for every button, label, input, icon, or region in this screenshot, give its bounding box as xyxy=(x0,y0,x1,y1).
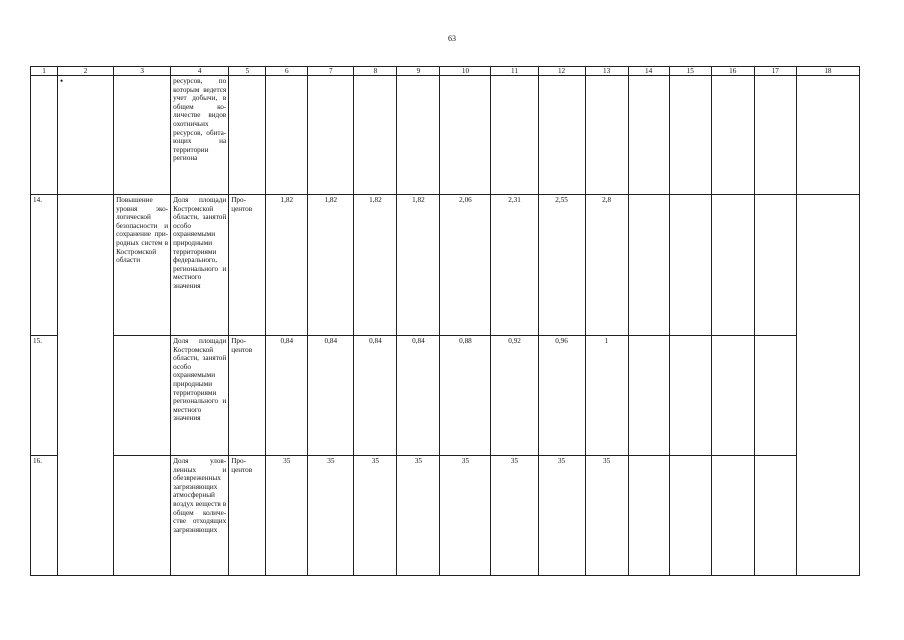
indicator-name-cell: Доля уловленных и обезвреженных загрязняющих атмосферный воздух веществ в общем количестве отходящих загрязняющих xyxy=(171,456,229,576)
value-cell: 0,84 xyxy=(308,336,354,456)
column-18-cell xyxy=(796,195,859,576)
value-cell: 1,82 xyxy=(308,195,354,336)
value-cell xyxy=(628,76,669,195)
value-cell: 35 xyxy=(585,456,628,576)
task-cell: Повышение уровня экологической безопасности и сохранение природных систем в Костромской области xyxy=(114,195,171,336)
value-cell: 0,96 xyxy=(538,336,585,456)
page-number: 63 xyxy=(448,34,456,43)
value-cell: 0,88 xyxy=(440,336,491,456)
header-cell: 17 xyxy=(754,67,796,76)
unit-cell: Процентов xyxy=(229,195,266,336)
header-cell: 11 xyxy=(491,67,538,76)
unit-cell xyxy=(229,76,266,195)
value-cell xyxy=(754,76,796,195)
value-cell: 2,55 xyxy=(538,195,585,336)
value-cell: 35 xyxy=(354,456,397,576)
row-number-cell xyxy=(31,76,58,195)
value-cell xyxy=(628,456,669,576)
value-cell: 1 xyxy=(585,336,628,456)
value-cell xyxy=(754,456,796,576)
header-cell: 4 xyxy=(171,67,229,76)
value-cell: 1,82 xyxy=(354,195,397,336)
value-cell: 2,8 xyxy=(585,195,628,336)
value-cell xyxy=(711,456,754,576)
header-cell: 10 xyxy=(440,67,491,76)
value-cell xyxy=(711,76,754,195)
value-cell: 35 xyxy=(440,456,491,576)
row-number-cell: 15. xyxy=(31,336,58,456)
table-row xyxy=(31,456,860,576)
header-cell: 13 xyxy=(585,67,628,76)
header-cell: 12 xyxy=(538,67,585,76)
row-number-cell: 14. xyxy=(31,195,58,336)
value-cell: 35 xyxy=(538,456,585,576)
value-cell: 0,84 xyxy=(266,336,308,456)
value-cell xyxy=(628,195,669,336)
value-cell xyxy=(711,195,754,336)
header-cell: 14 xyxy=(628,67,669,76)
value-cell: 1,82 xyxy=(397,195,440,336)
value-cell xyxy=(266,76,308,195)
value-cell xyxy=(397,76,440,195)
column-2-cell xyxy=(58,195,114,576)
header-cell: 8 xyxy=(354,67,397,76)
unit-cell: Процентов xyxy=(229,456,266,576)
table-row xyxy=(31,76,860,195)
header-cell: 15 xyxy=(669,67,711,76)
value-cell xyxy=(796,76,859,195)
value-cell: 35 xyxy=(491,456,538,576)
unit-cell: Процентов xyxy=(229,336,266,456)
header-cell: 1 xyxy=(31,67,58,76)
header-cell: 3 xyxy=(114,67,171,76)
indicators-table xyxy=(30,66,860,576)
header-cell: 16 xyxy=(711,67,754,76)
task-cell xyxy=(114,76,171,195)
value-cell: 2,06 xyxy=(440,195,491,336)
value-cell xyxy=(669,195,711,336)
value-cell xyxy=(669,76,711,195)
value-cell: 2,31 xyxy=(491,195,538,336)
value-cell xyxy=(491,76,538,195)
value-cell: 35 xyxy=(308,456,354,576)
value-cell: 0,84 xyxy=(354,336,397,456)
value-cell: 35 xyxy=(397,456,440,576)
table-row xyxy=(31,336,860,456)
value-cell xyxy=(669,336,711,456)
value-cell: 1,82 xyxy=(266,195,308,336)
task-cell xyxy=(114,456,171,576)
row-number-cell: 16. xyxy=(31,456,58,576)
header-cell: 18 xyxy=(796,67,859,76)
value-cell xyxy=(585,76,628,195)
value-cell xyxy=(754,195,796,336)
header-cell: 5 xyxy=(229,67,266,76)
value-cell xyxy=(711,336,754,456)
value-cell xyxy=(669,456,711,576)
header-cell: 6 xyxy=(266,67,308,76)
header-cell: 9 xyxy=(397,67,440,76)
table-row xyxy=(31,195,860,336)
bullet-marker: • xyxy=(60,76,64,86)
value-cell: 0,84 xyxy=(397,336,440,456)
indicator-name-cell: ресурсов, по которым ведется учет добычи, в общем количестве видов охотничьих ресурсов, обитающих на территории региона xyxy=(171,76,229,195)
value-cell xyxy=(308,76,354,195)
value-cell xyxy=(628,336,669,456)
marker-cell xyxy=(58,76,114,195)
value-cell: 35 xyxy=(266,456,308,576)
value-cell xyxy=(354,76,397,195)
value-cell: 0,92 xyxy=(491,336,538,456)
header-cell: 2 xyxy=(58,67,114,76)
task-cell xyxy=(114,336,171,456)
indicator-name-cell: Доля площади Костромской области, занятой особо охраняемыми природными территориями регионального и местного значения xyxy=(171,336,229,456)
value-cell xyxy=(538,76,585,195)
value-cell xyxy=(754,336,796,456)
value-cell xyxy=(440,76,491,195)
indicator-name-cell: Доля площади Костромской области, занятой особо охраняемыми природными территориями федерального, регионального и местного значения xyxy=(171,195,229,336)
header-row xyxy=(31,67,860,76)
header-cell: 7 xyxy=(308,67,354,76)
